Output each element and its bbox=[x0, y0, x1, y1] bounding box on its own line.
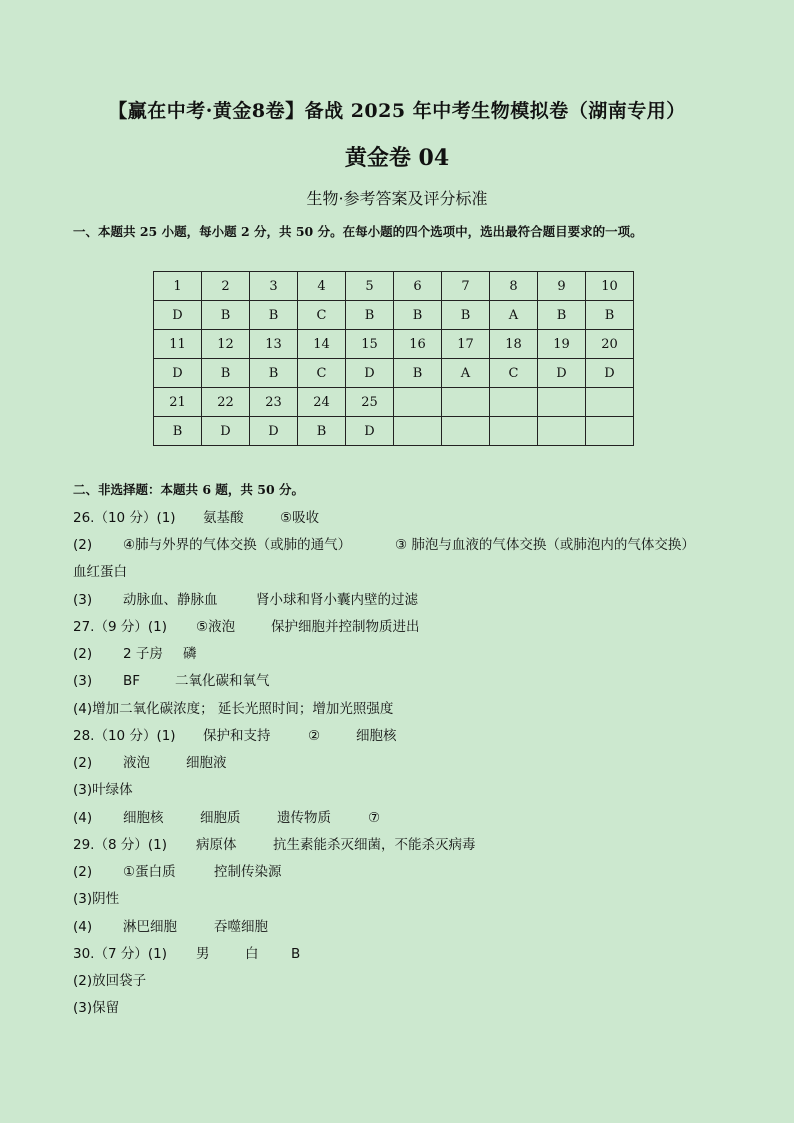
question-number-cell bbox=[586, 388, 634, 417]
answer-line-26-1 bbox=[73, 506, 319, 526]
answer-cell: D bbox=[586, 359, 634, 388]
answer-item: 液泡 bbox=[123, 755, 150, 771]
question-number-cell: 10 bbox=[586, 272, 634, 301]
answer-item: 吞噬细胞 bbox=[214, 919, 268, 935]
answer-item: ⑦ bbox=[368, 810, 381, 826]
document-title: 【赢在中考·黄金8卷】备战 2025 年中考生物模拟卷（湖南专用） bbox=[108, 100, 686, 122]
question-number-cell bbox=[490, 388, 538, 417]
answer-table-row bbox=[154, 359, 634, 388]
answer-prefix: 26.（10 分）(1) bbox=[73, 510, 176, 526]
question-number-cell: 6 bbox=[394, 272, 442, 301]
answer-prefix: (3) bbox=[73, 673, 93, 689]
answer-item: 细胞核 bbox=[123, 810, 164, 826]
answer-cell bbox=[586, 417, 634, 446]
answer-cell: B bbox=[586, 301, 634, 330]
answer-line-30-2: (2)放回袋子 bbox=[73, 973, 147, 989]
answer-line-29-3: (3)阴性 bbox=[73, 891, 120, 907]
answer-table-row bbox=[154, 272, 634, 301]
question-number-cell: 22 bbox=[202, 388, 250, 417]
answer-item: ② bbox=[308, 728, 321, 744]
answer-cell: B bbox=[538, 301, 586, 330]
question-number-cell: 17 bbox=[442, 330, 490, 359]
answer-table-row bbox=[154, 388, 634, 417]
answer-item: 白 bbox=[245, 946, 259, 962]
question-number-cell: 8 bbox=[490, 272, 538, 301]
answer-prefix: (2) bbox=[73, 537, 93, 553]
answer-line-28-1 bbox=[73, 724, 397, 744]
answer-cell: A bbox=[490, 301, 538, 330]
answer-prefix: (4) bbox=[73, 919, 93, 935]
answer-prefix: (4) bbox=[73, 810, 93, 826]
answer-item: 磷 bbox=[183, 646, 197, 662]
question-number-cell: 24 bbox=[298, 388, 346, 417]
answer-cell: C bbox=[490, 359, 538, 388]
answer-cell: B bbox=[298, 417, 346, 446]
answer-line-29-4 bbox=[73, 915, 268, 935]
answer-line-27-4: (4)增加二氧化碳浓度； 延长光照时间；增加光照强度 bbox=[73, 701, 394, 717]
answer-line-27-1 bbox=[73, 615, 420, 635]
answer-table-row bbox=[154, 301, 634, 330]
question-number-cell: 2 bbox=[202, 272, 250, 301]
answer-item: 病原体 bbox=[196, 837, 237, 853]
question-number-cell bbox=[442, 388, 490, 417]
answer-prefix: (2) bbox=[73, 864, 93, 880]
answer-line-29-1 bbox=[73, 833, 476, 853]
answer-cell: B bbox=[202, 301, 250, 330]
question-number-cell: 11 bbox=[154, 330, 202, 359]
section-1-instruction: 一、本题共 25 小题，每小题 2 分，共 50 分。在每小题的四个选项中，选出最符合题目要求的一项。 bbox=[73, 224, 643, 239]
answer-cell bbox=[490, 417, 538, 446]
answer-prefix: (2) bbox=[73, 755, 93, 771]
answer-cell: B bbox=[394, 359, 442, 388]
answer-item: 抗生素能杀灭细菌，不能杀灭病毒 bbox=[273, 837, 476, 853]
question-number-cell: 7 bbox=[442, 272, 490, 301]
answer-item: 动脉血、静脉血 bbox=[123, 592, 218, 608]
answer-cell: D bbox=[154, 359, 202, 388]
answer-item: 保护和支持 bbox=[203, 728, 271, 744]
answer-item: 细胞质 bbox=[200, 810, 241, 826]
answer-prefix: 29.（8 分）(1) bbox=[73, 837, 167, 853]
answer-table bbox=[153, 271, 634, 446]
answer-item: 遗传物质 bbox=[277, 810, 331, 826]
section-2-instruction: 二、非选择题：本题共 6 题，共 50 分。 bbox=[73, 482, 305, 497]
answer-table-row bbox=[154, 417, 634, 446]
question-number-cell bbox=[538, 388, 586, 417]
answer-line-28-4 bbox=[73, 806, 380, 826]
answer-item: 细胞液 bbox=[186, 755, 227, 771]
answer-item: ③ 肺泡与血液的气体交换（或肺泡内的气体交换） bbox=[395, 537, 695, 553]
answer-cell: B bbox=[202, 359, 250, 388]
question-number-cell: 20 bbox=[586, 330, 634, 359]
answer-line-27-3 bbox=[73, 669, 270, 689]
answer-item: 保护细胞并控制物质进出 bbox=[271, 619, 420, 635]
question-number-cell: 18 bbox=[490, 330, 538, 359]
question-number-cell: 21 bbox=[154, 388, 202, 417]
question-number-cell bbox=[394, 388, 442, 417]
answer-item: ⑤液泡 bbox=[196, 619, 236, 635]
answer-prefix: (3) bbox=[73, 592, 93, 608]
answer-line-30-3: (3)保留 bbox=[73, 1000, 120, 1016]
question-number-cell: 13 bbox=[250, 330, 298, 359]
answer-cell: D bbox=[538, 359, 586, 388]
answer-cell: D bbox=[202, 417, 250, 446]
answer-line-26-2c: 血红蛋白 bbox=[73, 564, 127, 580]
answer-line-26-2 bbox=[73, 533, 695, 553]
answer-prefix: 28.（10 分）(1) bbox=[73, 728, 176, 744]
answer-line-30-1 bbox=[73, 942, 300, 962]
answer-cell: B bbox=[346, 301, 394, 330]
answer-key-heading: 生物·参考答案及评分标准 bbox=[306, 189, 488, 208]
question-number-cell: 5 bbox=[346, 272, 394, 301]
answer-item: 二氧化碳和氧气 bbox=[175, 673, 270, 689]
answer-prefix: 30.（7 分）(1) bbox=[73, 946, 167, 962]
answer-line-29-2 bbox=[73, 860, 282, 880]
question-number-cell: 1 bbox=[154, 272, 202, 301]
answer-cell: B bbox=[442, 301, 490, 330]
question-number-cell: 9 bbox=[538, 272, 586, 301]
answer-cell: D bbox=[346, 359, 394, 388]
document-subtitle: 黄金卷 04 bbox=[344, 145, 450, 171]
answer-cell: C bbox=[298, 301, 346, 330]
answer-item: 肾小球和肾小囊内壁的过滤 bbox=[256, 592, 418, 608]
answer-cell bbox=[538, 417, 586, 446]
answer-cell: C bbox=[298, 359, 346, 388]
answer-item: ④肺与外界的气体交换（或肺的通气） bbox=[123, 537, 352, 553]
question-number-cell: 4 bbox=[298, 272, 346, 301]
answer-cell: B bbox=[154, 417, 202, 446]
question-number-cell: 16 bbox=[394, 330, 442, 359]
answer-line-28-3: (3)叶绿体 bbox=[73, 782, 133, 798]
answer-item: 氨基酸 bbox=[203, 510, 244, 526]
answer-cell: B bbox=[250, 301, 298, 330]
answer-cell bbox=[442, 417, 490, 446]
answer-item: 控制传染源 bbox=[214, 864, 282, 880]
answer-item: 淋巴细胞 bbox=[123, 919, 177, 935]
answer-line-27-2 bbox=[73, 642, 197, 662]
answer-item: BF bbox=[123, 673, 141, 689]
answer-item: ①蛋白质 bbox=[123, 864, 176, 880]
question-number-cell: 3 bbox=[250, 272, 298, 301]
answer-item: 细胞核 bbox=[356, 728, 397, 744]
answer-cell: D bbox=[346, 417, 394, 446]
answer-item: B bbox=[291, 946, 301, 962]
answer-table-row bbox=[154, 330, 634, 359]
answer-prefix: 27.（9 分）(1) bbox=[73, 619, 167, 635]
answer-prefix: (2) bbox=[73, 646, 93, 662]
answer-cell: B bbox=[250, 359, 298, 388]
answer-cell bbox=[394, 417, 442, 446]
answer-cell: D bbox=[250, 417, 298, 446]
question-number-cell: 12 bbox=[202, 330, 250, 359]
answer-cell: D bbox=[154, 301, 202, 330]
question-number-cell: 23 bbox=[250, 388, 298, 417]
answer-cell: B bbox=[394, 301, 442, 330]
answer-item: ⑤吸收 bbox=[280, 510, 320, 526]
answer-line-28-2 bbox=[73, 751, 227, 771]
question-number-cell: 14 bbox=[298, 330, 346, 359]
answer-cell: A bbox=[442, 359, 490, 388]
question-number-cell: 19 bbox=[538, 330, 586, 359]
answer-item: 2 子房 bbox=[123, 646, 163, 662]
answer-item: 男 bbox=[196, 946, 210, 962]
question-number-cell: 15 bbox=[346, 330, 394, 359]
answer-line-26-3 bbox=[73, 588, 418, 608]
question-number-cell: 25 bbox=[346, 388, 394, 417]
